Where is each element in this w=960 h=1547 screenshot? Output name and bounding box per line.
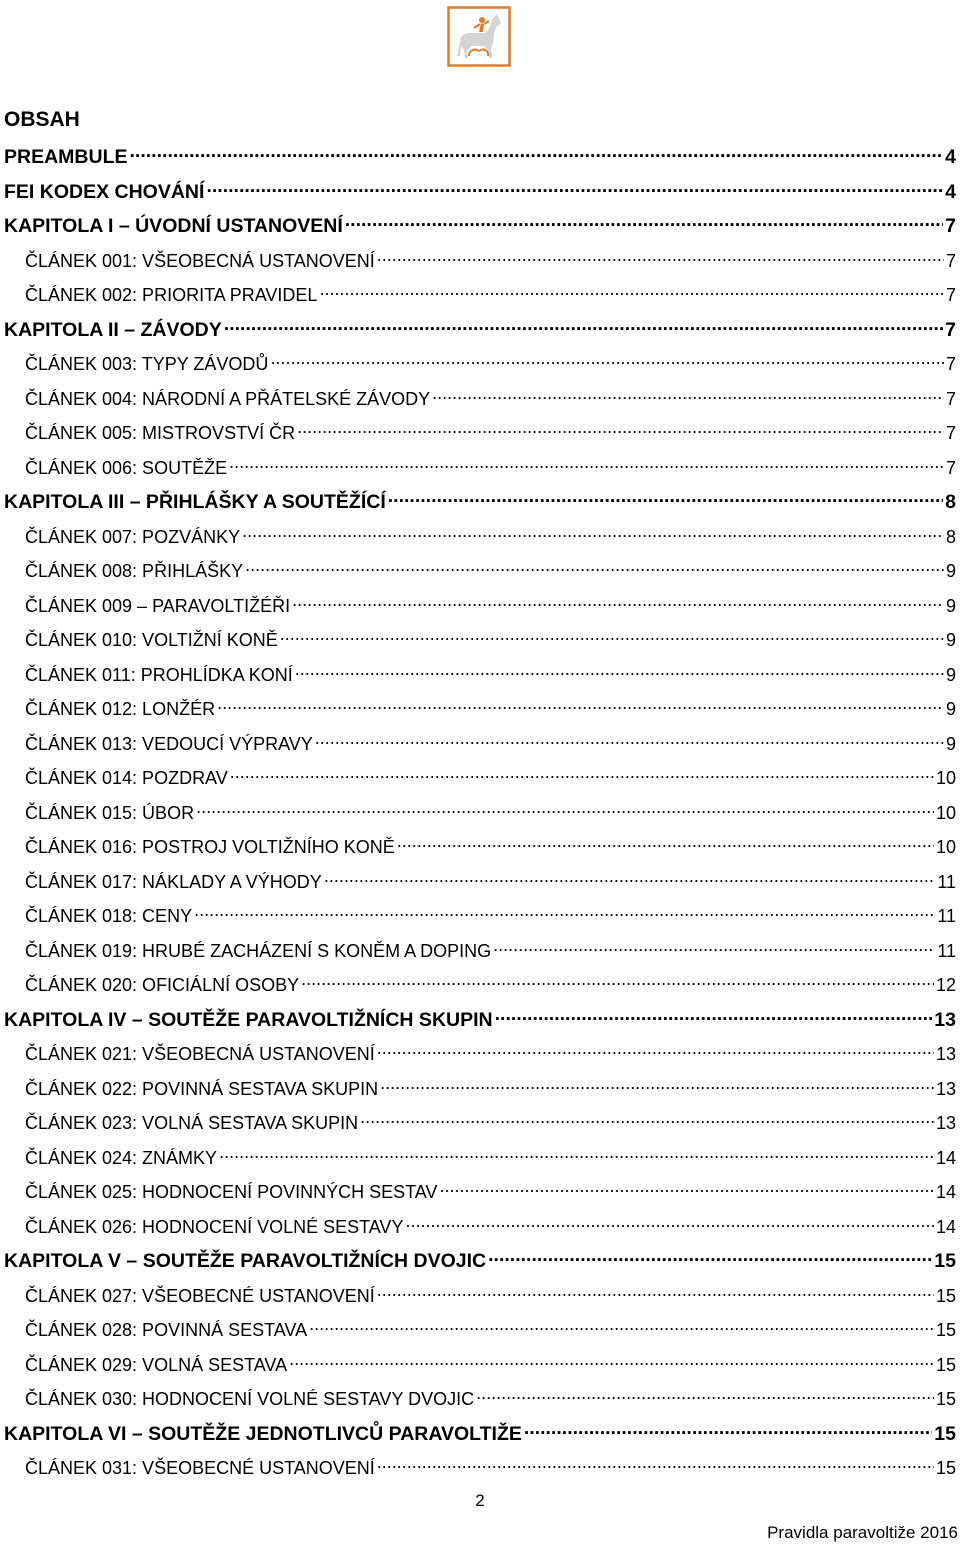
toc-entry-page: 9	[945, 595, 956, 616]
toc-article-entry[interactable]	[25, 760, 956, 788]
dot-leader	[345, 208, 943, 232]
toc-entry-page: 7	[945, 354, 956, 374]
toc-entry-title: ČLÁNEK 024: ZNÁMKY	[25, 1147, 218, 1168]
toc-article-entry[interactable]	[25, 898, 956, 926]
toc-entry-page: 14	[935, 1216, 956, 1237]
toc-article-entry[interactable]	[25, 1174, 956, 1202]
dot-leader	[224, 312, 943, 336]
dot-leader	[377, 1278, 934, 1302]
dot-leader	[388, 484, 943, 508]
dot-leader	[315, 726, 944, 750]
toc-entry-title: ČLÁNEK 008: PŘIHLÁŠKY	[25, 561, 244, 581]
toc-chapter-entry[interactable]	[4, 1002, 956, 1031]
toc-entry-page: 7	[945, 285, 956, 305]
toc-article-entry[interactable]	[25, 795, 956, 823]
dot-leader	[495, 1002, 933, 1026]
toc-entry-page: 15	[935, 1285, 956, 1306]
toc-entry-title: PREAMBULE	[4, 146, 128, 168]
toc-entry-title: ČLÁNEK 025: HODNOCENÍ POVINNÝCH SESTAV	[25, 1182, 438, 1202]
toc-entry-title: KAPITOLA VI – SOUTĚŽE JEDNOTLIVCŮ PARAVOLTIŽE	[4, 1422, 522, 1445]
toc-entry-title: ČLÁNEK 013: VEDOUCÍ VÝPRAVY	[25, 733, 313, 754]
dot-leader	[242, 519, 944, 543]
toc-entry-page: 15	[934, 1422, 956, 1445]
toc-entry-page: 9	[945, 561, 956, 581]
footer-text: Pravidla paravoltiže 2016	[767, 1523, 958, 1542]
toc-entry-title: ČLÁNEK 011: PROHLÍDKA KONÍ	[25, 664, 293, 685]
toc-article-entry[interactable]	[25, 1450, 956, 1478]
toc-entry-page: 10	[935, 768, 956, 788]
toc-chapter-entry[interactable]	[4, 208, 956, 237]
toc-entry-title: ČLÁNEK 023: VOLNÁ SESTAVA SKUPIN	[25, 1113, 359, 1133]
toc-article-entry[interactable]	[25, 1140, 956, 1168]
dot-leader	[280, 622, 944, 646]
toc-entry-page: 15	[934, 1250, 956, 1272]
toc-article-entry[interactable]	[25, 1278, 956, 1306]
toc-entry-page: 13	[935, 1113, 956, 1133]
dot-leader	[206, 174, 943, 198]
toc-entry-title: ČLÁNEK 006: SOUTĚŽE	[25, 457, 228, 478]
toc-entry-title: KAPITOLA I – ÚVODNÍ USTANOVENÍ	[4, 215, 343, 237]
toc-entry-title: ČLÁNEK 010: VOLTIŽNÍ KONĚ	[25, 630, 278, 650]
toc-entry-title: ČLÁNEK 021: VŠEOBECNÁ USTANOVENÍ	[25, 1044, 375, 1064]
toc-entry-title: ČLÁNEK 029: VOLNÁ SESTAVA	[25, 1354, 288, 1375]
toc-article-entry[interactable]	[25, 1312, 956, 1340]
dot-leader	[270, 346, 944, 370]
toc-entry-page: 14	[935, 1147, 956, 1168]
toc-article-entry[interactable]	[25, 1071, 956, 1099]
dot-leader	[229, 450, 944, 474]
toc-entry-page: 9	[945, 699, 956, 719]
dot-leader	[405, 1209, 934, 1233]
toc-chapter-entry[interactable]	[4, 484, 956, 513]
toc-entry-title: ČLÁNEK 031: VŠEOBECNÉ USTANOVENÍ	[25, 1458, 375, 1478]
toc-article-entry[interactable]	[25, 243, 956, 271]
toc-entry-page: 8	[945, 526, 956, 547]
toc-entry-page: 7	[945, 388, 956, 409]
toc-article-entry[interactable]	[25, 450, 956, 478]
toc-chapter-entry[interactable]	[4, 139, 956, 168]
dot-leader	[230, 760, 934, 784]
toc-entry-title: ČLÁNEK 003: TYPY ZÁVODŮ	[25, 354, 269, 374]
toc-entry-title: ČLÁNEK 012: LONŽÉR	[25, 699, 216, 719]
dot-leader	[301, 967, 934, 991]
toc-entry-page: 14	[935, 1182, 956, 1202]
toc-entry-title: FEI KODEX CHOVÁNÍ	[4, 180, 205, 203]
dot-leader	[309, 1312, 934, 1336]
dot-leader	[432, 381, 944, 405]
toc-entry-title: ČLÁNEK 027: VŠEOBECNÉ USTANOVENÍ	[25, 1285, 375, 1306]
toc-article-entry[interactable]	[25, 1105, 956, 1133]
toc-chapter-entry[interactable]	[4, 174, 956, 203]
toc-article-entry[interactable]	[25, 381, 956, 409]
toc-article-entry[interactable]	[25, 933, 956, 961]
toc-article-entry[interactable]	[25, 588, 956, 616]
toc-article-entry[interactable]	[25, 553, 956, 581]
toc-article-entry[interactable]	[25, 691, 956, 719]
toc-article-entry[interactable]	[25, 519, 956, 547]
toc-chapter-entry[interactable]	[4, 312, 956, 341]
toc-entry-page: 15	[935, 1458, 956, 1478]
dot-leader	[289, 1347, 934, 1371]
toc-entry-title: ČLÁNEK 017: NÁKLADY A VÝHODY	[25, 871, 322, 892]
toc-article-entry[interactable]	[25, 1381, 956, 1409]
toc-heading: OBSAH	[4, 108, 80, 131]
toc-entry-title: ČLÁNEK 030: HODNOCENÍ VOLNÉ SESTAVY DVOJIC	[25, 1389, 475, 1409]
toc-entry-page: 11	[937, 871, 956, 892]
dot-leader	[493, 933, 935, 957]
toc-entry-page: 10	[935, 837, 956, 857]
toc-article-entry[interactable]	[25, 726, 956, 754]
toc-entry-title: ČLÁNEK 015: ÚBOR	[25, 802, 195, 823]
toc-article-entry[interactable]	[25, 1036, 956, 1064]
toc-article-entry[interactable]	[25, 657, 956, 685]
dot-leader	[377, 1036, 934, 1060]
toc-chapter-entry[interactable]	[4, 1243, 956, 1272]
toc-entry-page: 9	[945, 733, 956, 754]
dot-leader	[295, 657, 944, 681]
toc-article-entry[interactable]	[25, 1347, 956, 1375]
toc-entry-page: 15	[935, 1320, 956, 1340]
toc-entry-title: ČLÁNEK 028: POVINNÁ SESTAVA	[25, 1320, 308, 1340]
toc-entry-page: 13	[934, 1008, 956, 1031]
toc-entry-title: KAPITOLA II – ZÁVODY	[4, 318, 222, 341]
toc-article-entry[interactable]	[25, 967, 956, 995]
toc-article-entry[interactable]	[25, 864, 956, 892]
horse-with-vaulter-logo	[447, 6, 511, 67]
toc-article-entry[interactable]	[25, 346, 956, 374]
dot-leader	[488, 1243, 932, 1267]
toc-entry-title: ČLÁNEK 022: POVINNÁ SESTAVA SKUPIN	[25, 1078, 379, 1099]
toc-article-entry[interactable]	[25, 415, 956, 443]
dot-leader	[439, 1174, 934, 1198]
toc-entry-title: ČLÁNEK 019: HRUBÉ ZACHÁZENÍ S KONĚM A DOPING	[25, 940, 492, 961]
dot-leader	[245, 553, 944, 577]
toc-entry-page: 13	[935, 1078, 956, 1099]
toc-entry-page: 7	[945, 423, 956, 443]
toc-entry-page: 9	[945, 664, 956, 685]
toc-entry-title: ČLÁNEK 007: POZVÁNKY	[25, 526, 241, 547]
toc-entry-title: KAPITOLA V – SOUTĚŽE PARAVOLTIŽNÍCH DVOJIC	[4, 1250, 487, 1272]
toc-entry-title: ČLÁNEK 026: HODNOCENÍ VOLNÉ SESTAVY	[25, 1216, 404, 1237]
dot-leader	[217, 691, 944, 715]
toc-entry-page: 4	[945, 146, 956, 168]
toc-entry-title: ČLÁNEK 014: POZDRAV	[25, 768, 228, 788]
toc-article-entry[interactable]	[25, 622, 956, 650]
toc-entry-page: 7	[945, 215, 956, 237]
toc-entry-title: ČLÁNEK 009 – PARAVOLTIŽÉŘI	[25, 595, 291, 616]
toc-entry-title: ČLÁNEK 016: POSTROJ VOLTIŽNÍHO KONĚ	[25, 837, 395, 857]
toc-entry-title: KAPITOLA IV – SOUTĚŽE PARAVOLTIŽNÍCH SKUPIN	[4, 1008, 493, 1031]
dot-leader	[319, 277, 944, 301]
toc-entry-title: KAPITOLA III – PŘIHLÁŠKY A SOUTĚŽÍCÍ	[4, 491, 386, 513]
toc-entry-page: 11	[937, 906, 956, 926]
toc-entry-page: 4	[945, 180, 956, 203]
toc-entry-page: 10	[935, 802, 956, 823]
toc-entry-title: ČLÁNEK 002: PRIORITA PRAVIDEL	[25, 285, 318, 305]
toc-entry-title: ČLÁNEK 005: MISTROVSTVÍ ČR	[25, 423, 296, 443]
toc-article-entry[interactable]	[25, 829, 956, 857]
toc-entry-page: 15	[935, 1354, 956, 1375]
dot-leader	[397, 829, 934, 853]
dot-leader	[292, 588, 944, 612]
page-number: 2	[475, 1491, 485, 1510]
dot-leader	[360, 1105, 934, 1129]
toc-article-entry[interactable]	[25, 1209, 956, 1237]
dot-leader	[524, 1416, 932, 1440]
toc-article-entry[interactable]	[25, 277, 956, 305]
toc-entry-page: 12	[935, 975, 956, 995]
dot-leader	[324, 864, 936, 888]
dot-leader	[377, 1450, 934, 1474]
dot-leader	[219, 1140, 934, 1164]
toc-entry-page: 7	[945, 457, 956, 478]
toc-entry-title: ČLÁNEK 001: VŠEOBECNÁ USTANOVENÍ	[25, 250, 375, 271]
dot-leader	[380, 1071, 934, 1095]
dot-leader	[377, 243, 944, 267]
toc-entry-title: ČLÁNEK 020: OFICIÁLNÍ OSOBY	[25, 975, 300, 995]
toc-entry-page: 7	[945, 250, 956, 271]
toc-entry-page: 13	[935, 1044, 956, 1064]
toc-entry-page: 9	[945, 630, 956, 650]
dot-leader	[297, 415, 944, 439]
toc-entry-title: ČLÁNEK 004: NÁRODNÍ A PŘÁTELSKÉ ZÁVODY	[25, 388, 431, 409]
toc-entry-page: 15	[935, 1389, 956, 1409]
dot-leader	[194, 898, 935, 922]
dot-leader	[130, 139, 944, 163]
toc-chapter-entry[interactable]	[4, 1416, 956, 1445]
toc-entry-page: 11	[937, 940, 956, 961]
dot-leader	[476, 1381, 934, 1405]
dot-leader	[196, 795, 934, 819]
toc-entry-page: 7	[945, 318, 956, 341]
toc-entry-title: ČLÁNEK 018: CENY	[25, 906, 193, 926]
toc-entry-page: 8	[945, 491, 956, 513]
